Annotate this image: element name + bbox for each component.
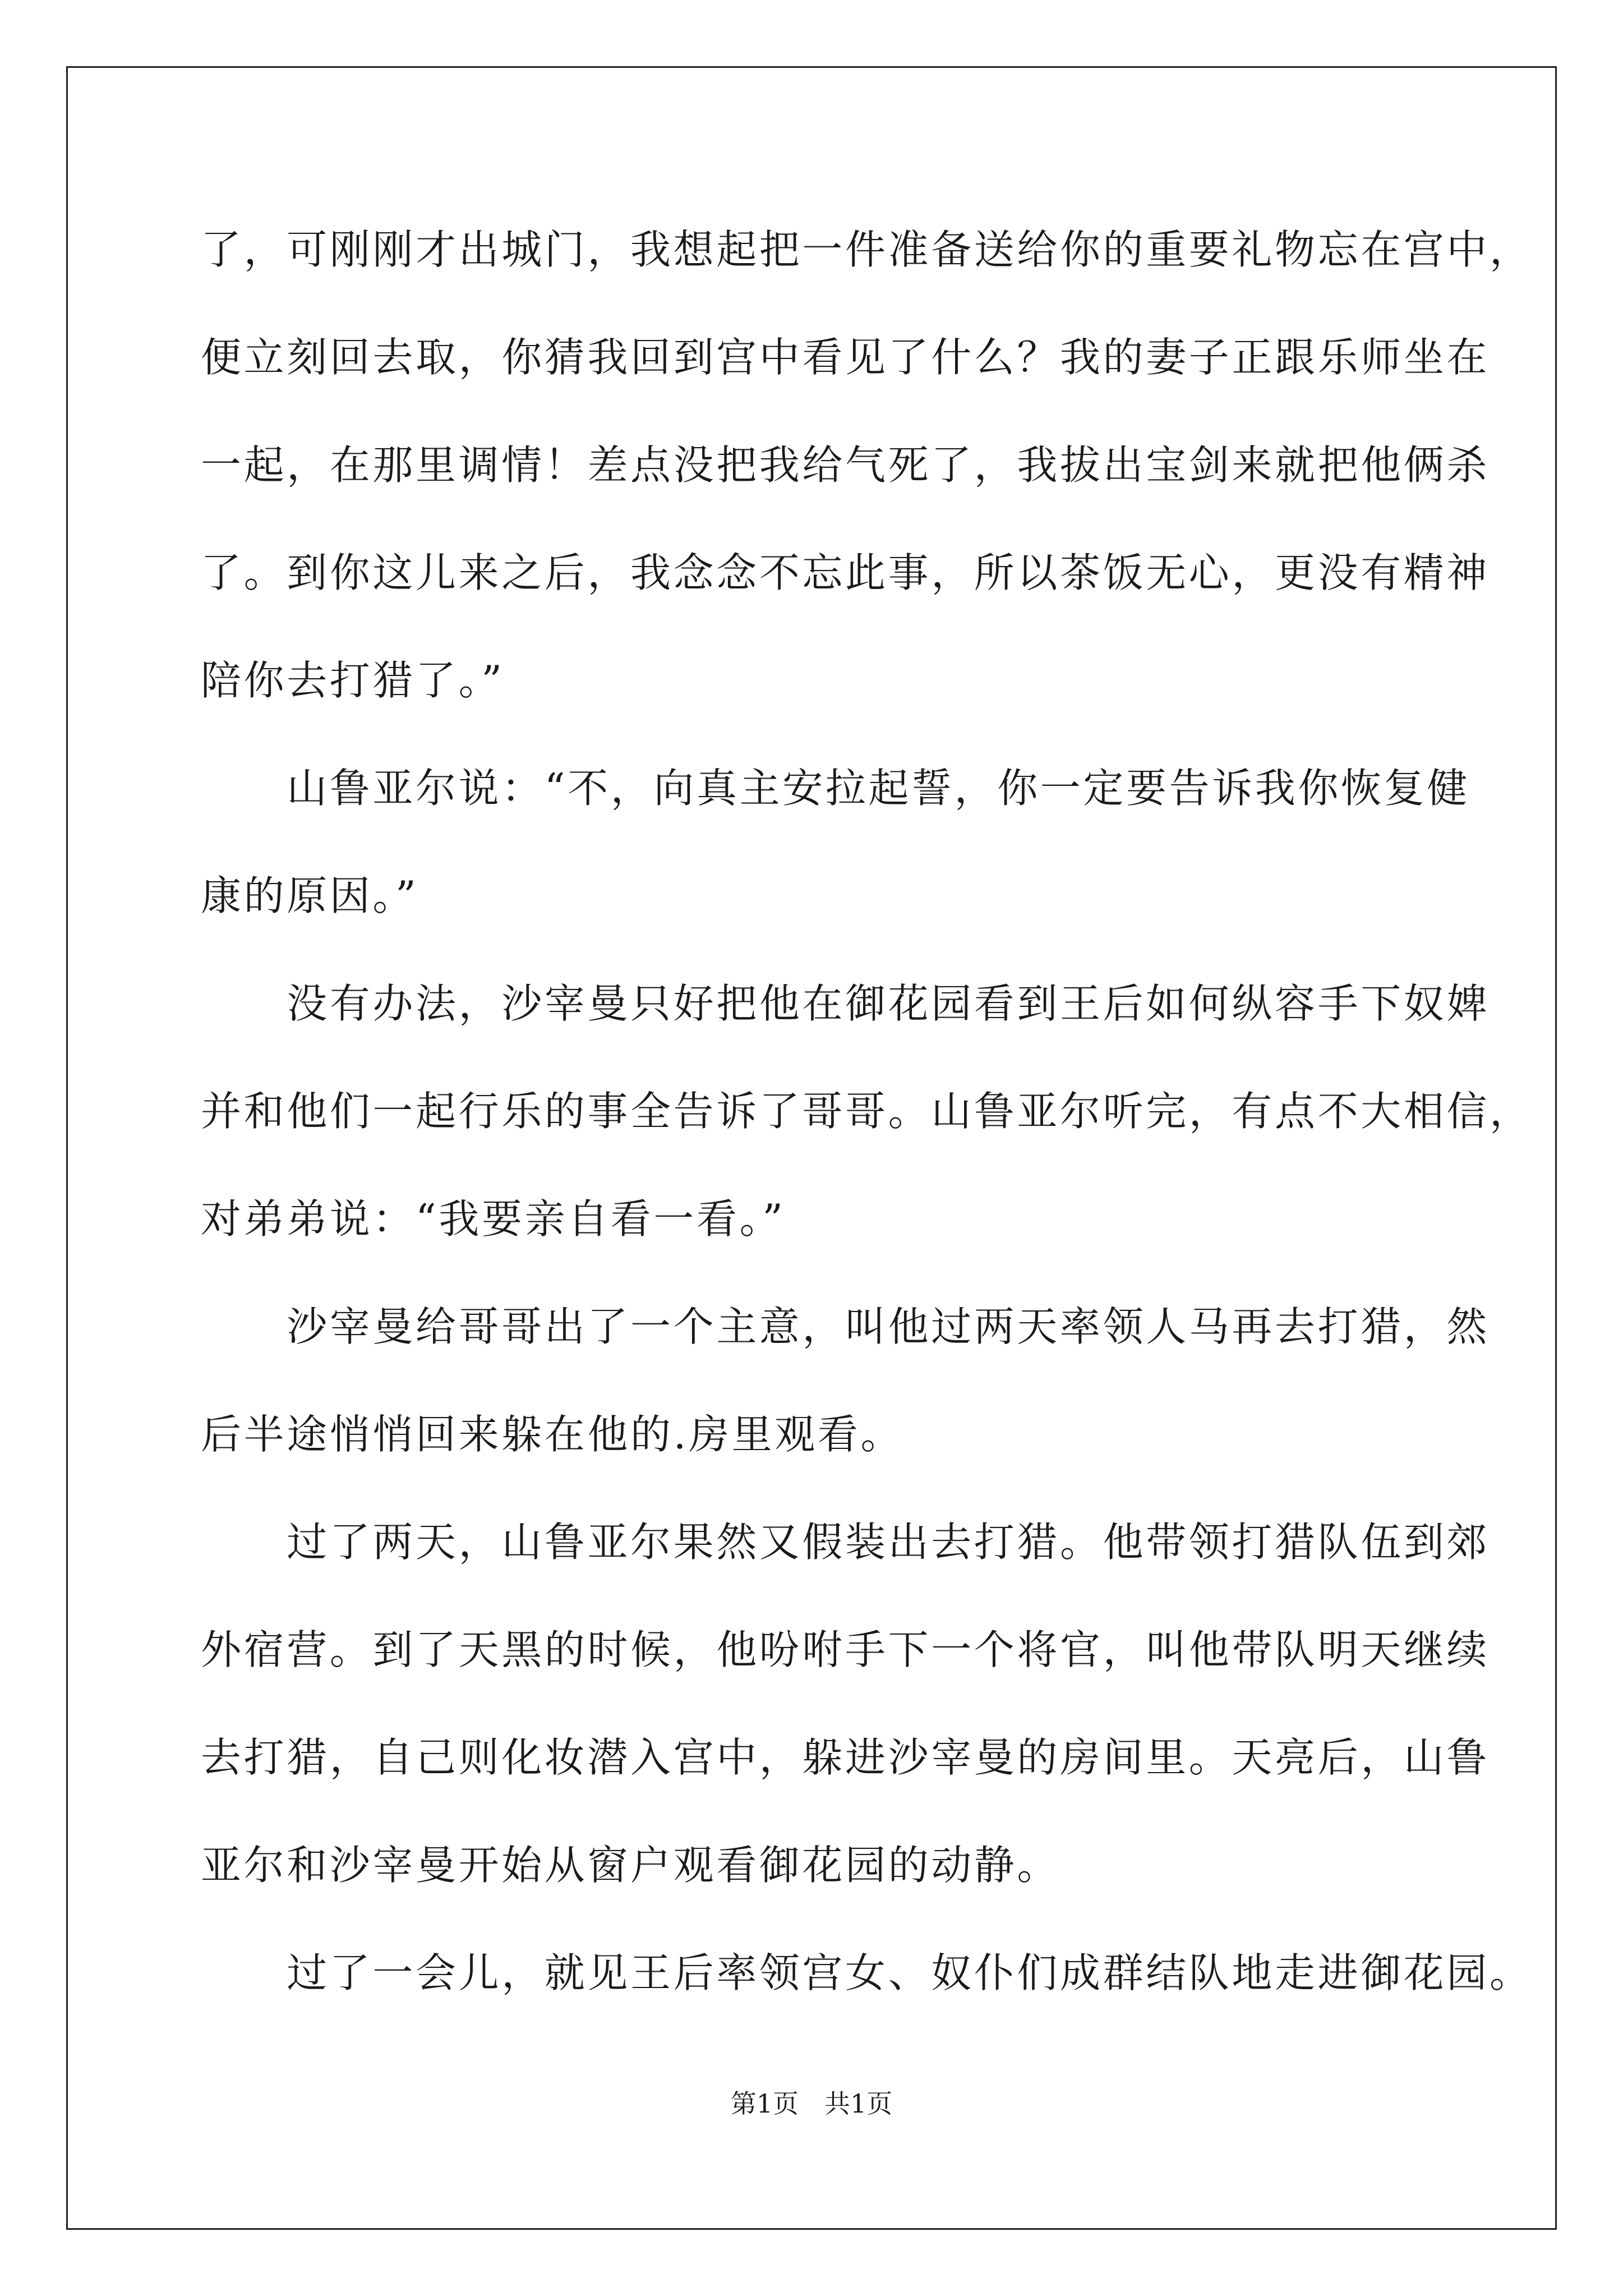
text-line: 了，可刚刚才出城门，我想起把一件准备送给你的重要礼物忘在宫中， [201,226,1533,273]
text-line: 过了一会儿，就见王后率领宫女、奴仆们成群结队地走进御花园。 [201,1949,1533,1996]
text-line: 康的原因。” [201,872,419,919]
text-line: 外宿营。到了天黑的时候，他吩咐手下一个将官，叫他带队明天继续 [201,1626,1490,1673]
text-line: 一起，在那里调情！差点没把我给气死了，我拔出宝剑来就把他俩杀 [201,441,1490,489]
page-number: 第1页 共1页 [730,2088,893,2119]
text-line: 亚尔和沙宰曼开始从窗户观看御花园的动静。 [201,1842,1061,1889]
text-line: 并和他们一起行乐的事全告诉了哥哥。山鲁亚尔听完，有点不大相信， [201,1088,1533,1135]
text-line: 了。到你这儿来之后，我念念不忘此事，所以茶饭无心，更没有精神 [201,549,1490,596]
text-line: 对弟弟说：“我要亲自看一看。” [201,1195,786,1243]
text-line: 山鲁亚尔说：“不，向真主安拉起誓，你一定要告诉我你恢复健 [201,765,1470,812]
text-line: 没有办法，沙宰曼只好把他在御花园看到王后如何纵容手下奴婢 [201,980,1490,1027]
text-line: 过了两天，山鲁亚尔果然又假装出去打猎。他带领打猎队伍到郊 [201,1519,1490,1566]
page-border [66,66,1557,2230]
text-line: 去打猎，自己则化妆潜入宫中，躲进沙宰曼的房间里。天亮后，山鲁 [201,1734,1490,1781]
text-line: 陪你去打猎了。” [201,657,505,704]
text-line: 便立刻回去取，你猜我回到宫中看见了什么？我的妻子正跟乐师坐在 [201,334,1490,381]
text-line: 沙宰曼给哥哥出了一个主意，叫他过两天率领人马再去打猎，然 [201,1303,1490,1350]
text-line: 后半途悄悄回来躲在他的.房里观看。 [201,1411,904,1458]
